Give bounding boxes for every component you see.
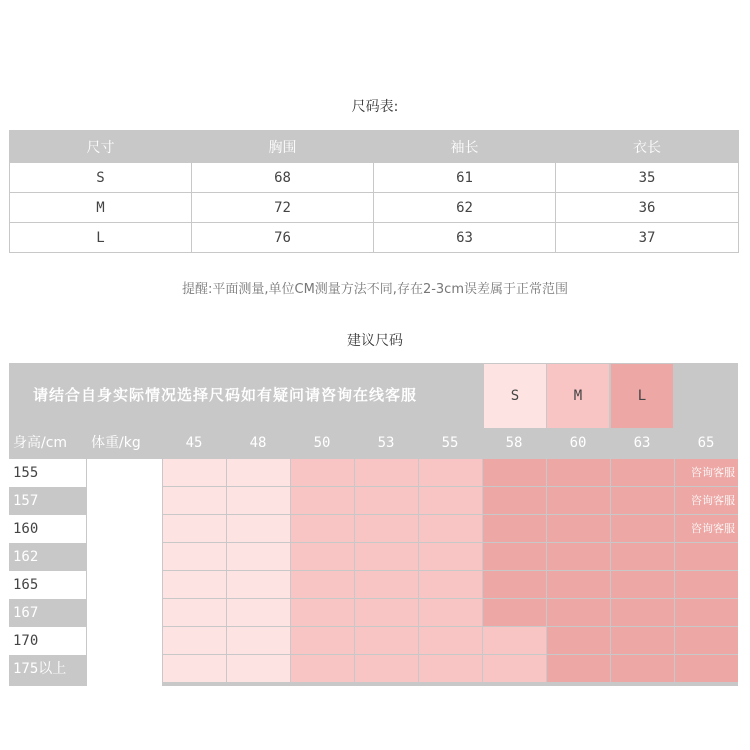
grid-cell-s <box>163 515 226 542</box>
consult-cell: 咨询客服 <box>675 459 738 486</box>
grid-cell-s <box>227 515 290 542</box>
grid-cell-m <box>419 515 482 542</box>
header-chest: 胸围 <box>192 131 374 163</box>
grid-cell-s <box>163 543 226 570</box>
cell-sleeve: 63 <box>374 223 556 253</box>
grid-cell-l <box>611 655 674 682</box>
grid-cell-l <box>483 459 546 486</box>
grid-cell-m <box>355 487 418 514</box>
height-axis-label: 身高/cm <box>13 435 68 451</box>
weight-column-label: 60 <box>569 435 587 451</box>
size-recommendation-grid <box>9 363 738 686</box>
recommendation-header: 请结合自身实际情况选择尺码如有疑问请咨询在线客服 <box>33 386 418 404</box>
grid-cell-m <box>419 459 482 486</box>
table-row <box>10 193 739 223</box>
grid-cell-l <box>675 599 738 626</box>
legend-s: S <box>484 364 546 428</box>
grid-cell-m <box>355 627 418 654</box>
grid-cell-l <box>547 627 610 654</box>
height-row-label: 167 <box>9 599 86 627</box>
grid-cell-m <box>291 571 354 598</box>
cell-chest: 68 <box>192 163 374 193</box>
grid-cell-m <box>291 487 354 514</box>
grid-cell-l <box>547 515 610 542</box>
size-chart-table <box>9 130 739 253</box>
grid-cell-l <box>675 543 738 570</box>
legend-l: L <box>611 364 673 428</box>
grid-cell-l <box>611 487 674 514</box>
height-row-label: 165 <box>9 571 86 599</box>
grid-cell-l <box>483 543 546 570</box>
height-row-label: 162 <box>9 543 86 571</box>
grid-cell-l <box>547 599 610 626</box>
cell-chest: 76 <box>192 223 374 253</box>
grid-cell-m <box>483 655 546 682</box>
grid-cell-s <box>227 571 290 598</box>
grid-cell-m <box>483 627 546 654</box>
grid-cell-l <box>675 627 738 654</box>
measurement-note: 提醒:平面测量,单位CM测量方法不同,存在2-3cm误差属于正常范围 <box>182 282 568 297</box>
table-row <box>10 223 739 253</box>
weight-column-label: 50 <box>313 435 331 451</box>
cell-size: S <box>10 163 192 193</box>
height-row-label: 160 <box>9 515 86 543</box>
grid-cell-m <box>355 655 418 682</box>
grid-cell-m <box>419 655 482 682</box>
weight-column-label: 55 <box>441 435 459 451</box>
grid-cell-l <box>547 571 610 598</box>
grid-cell-l <box>547 543 610 570</box>
table-row <box>10 163 739 193</box>
cell-length: 36 <box>556 193 739 223</box>
grid-cell-l <box>547 655 610 682</box>
grid-cell-s <box>163 459 226 486</box>
grid-cell-m <box>419 543 482 570</box>
cell-chest: 72 <box>192 193 374 223</box>
header-sleeve: 袖长 <box>374 131 556 163</box>
grid-cell-s <box>227 487 290 514</box>
weight-column-label: 58 <box>505 435 523 451</box>
grid-cell-m <box>291 599 354 626</box>
grid-cell-l <box>675 655 738 682</box>
grid-cell-m <box>419 571 482 598</box>
cell-length: 37 <box>556 223 739 253</box>
grid-cell-m <box>355 571 418 598</box>
grid-cell-s <box>227 543 290 570</box>
grid-cell-m <box>355 459 418 486</box>
cell-size: M <box>10 193 192 223</box>
height-row-label: 170 <box>9 627 86 655</box>
grid-cell-l <box>611 599 674 626</box>
header-length: 衣长 <box>556 131 739 163</box>
legend-m: M <box>547 364 609 428</box>
grid-cell-s <box>163 571 226 598</box>
grid-cell-m <box>419 487 482 514</box>
grid-cell-s <box>163 487 226 514</box>
grid-cell-l <box>483 487 546 514</box>
size-chart-title: 尺码表: <box>351 99 399 115</box>
grid-cell-m <box>419 627 482 654</box>
grid-cell-m <box>291 515 354 542</box>
grid-cell-m <box>355 599 418 626</box>
grid-cell-s <box>163 627 226 654</box>
grid-cell-l <box>483 571 546 598</box>
grid-cell-m <box>291 627 354 654</box>
grid-cell-s <box>163 655 226 682</box>
grid-cell-l <box>483 515 546 542</box>
grid-cell-m <box>355 543 418 570</box>
grid-cell-m <box>355 515 418 542</box>
grid-cell-s <box>227 599 290 626</box>
height-row-label: 155 <box>9 459 86 487</box>
grid-cell-l <box>611 543 674 570</box>
grid-cell-l <box>611 459 674 486</box>
weight-column-label: 65 <box>697 435 715 451</box>
cell-sleeve: 62 <box>374 193 556 223</box>
cell-length: 35 <box>556 163 739 193</box>
size-chart-header-row <box>10 131 739 163</box>
grid-cell-l <box>547 487 610 514</box>
weight-column-label: 63 <box>633 435 651 451</box>
height-row-label: 157 <box>9 487 86 515</box>
cell-sleeve: 61 <box>374 163 556 193</box>
weight-column-label: 53 <box>377 435 395 451</box>
grid-cell-m <box>291 459 354 486</box>
grid-cell-m <box>419 599 482 626</box>
recommendation-title: 建议尺码 <box>347 333 403 349</box>
grid-cell-s <box>163 599 226 626</box>
weight-blank-column <box>87 459 162 686</box>
grid-cell-m <box>291 655 354 682</box>
grid-cell-l <box>675 571 738 598</box>
weight-column-label: 48 <box>249 435 267 451</box>
header-size: 尺寸 <box>10 131 192 163</box>
grid-cell-s <box>227 655 290 682</box>
grid-cell-s <box>227 627 290 654</box>
grid-cell-l <box>611 571 674 598</box>
consult-cell: 咨询客服 <box>675 487 738 514</box>
grid-cell-l <box>611 627 674 654</box>
grid-cell-m <box>291 543 354 570</box>
weight-column-label: 45 <box>185 435 203 451</box>
grid-cell-l <box>547 459 610 486</box>
grid-cell-l <box>611 515 674 542</box>
weight-axis-label: 体重/kg <box>91 435 141 451</box>
cell-size: L <box>10 223 192 253</box>
height-row-label: 175以上 <box>9 655 86 683</box>
grid-cell-s <box>227 459 290 486</box>
grid-cell-l <box>483 599 546 626</box>
consult-cell: 咨询客服 <box>675 515 738 542</box>
